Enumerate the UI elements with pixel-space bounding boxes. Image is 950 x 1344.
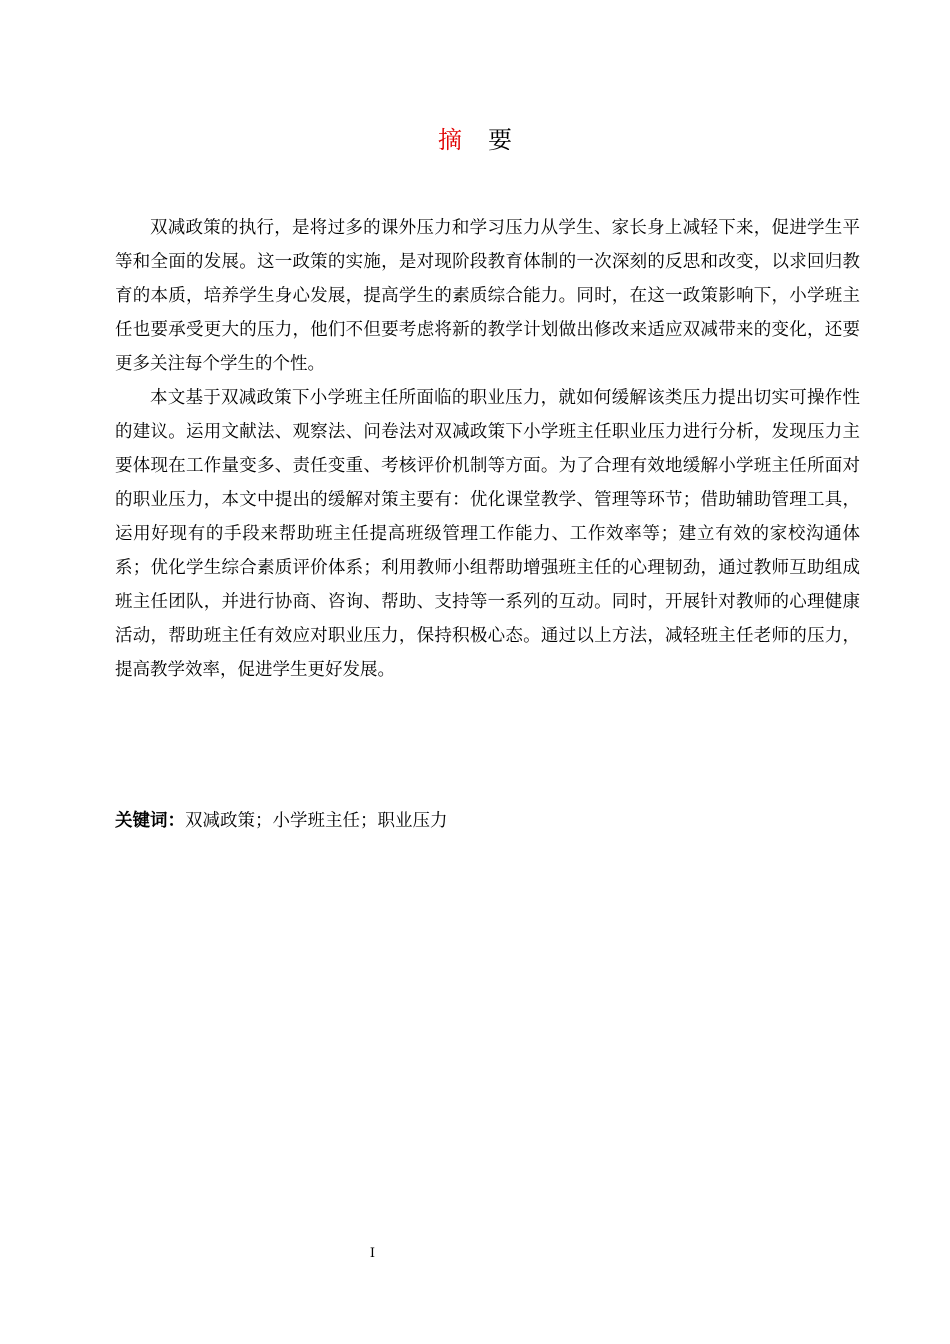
page-title (0, 122, 950, 158)
page-number: I (369, 1246, 376, 1261)
abstract-paragraph-1: 双减政策的执行，是将过多的课外压力和学习压力从学生、家长身上减轻下来，促进学生平等和全面的发展。这一政策的实施，是对现阶段教育体制的一次深刻的反思和改变，以求回归教育的本质，培养学生身心发展，提高学生的素质综合能力。同时，在这一政策影响下，小学班主任也要承受更大的压力，他们不但要考虑将新的教学计划做出修改来适应双减带来的变化，还要更多关注每个学生的个性。 (115, 218, 860, 374)
title-char-2: 要 (488, 126, 512, 154)
abstract-paragraph-2: 本文基于双减政策下小学班主任所面临的职业压力，就如何缓解该类压力提出切实可操作性的建议。运用文献法、观察法、问卷法对双减政策下小学班主任职业压力进行分析，发现压力主要体现在工作量变多、责任变重、考核评价机制等方面。为了合理有效地缓解小学班主任所面对的职业压力，本文中提出的缓解对策主要有：优化课堂教学、管理等环节；借助辅助管理工具，运用好现有的手段来帮助班主任提高班级管理工作能力、工作效率等；建立有效的家校沟通体系；优化学生综合素质评价体系；利用教师小组帮助增强班主任的心理韧劲，通过教师互助组成班主任团队，并进行协商、咨询、帮助、支持等一系列的互动。同时，开展针对教师的心理健康活动，帮助班主任有效应对职业压力，保持积极心态。通过以上方法，减轻班主任老师的压力，提高教学效率，促进学生更好发展。 (115, 388, 860, 680)
title-char-1: 摘 (438, 126, 462, 154)
keywords-line (115, 806, 860, 836)
abstract-body (115, 211, 860, 687)
keywords-label: 关键词： (115, 811, 185, 831)
keywords-value: 双减政策；小学班主任；职业压力 (185, 811, 448, 831)
